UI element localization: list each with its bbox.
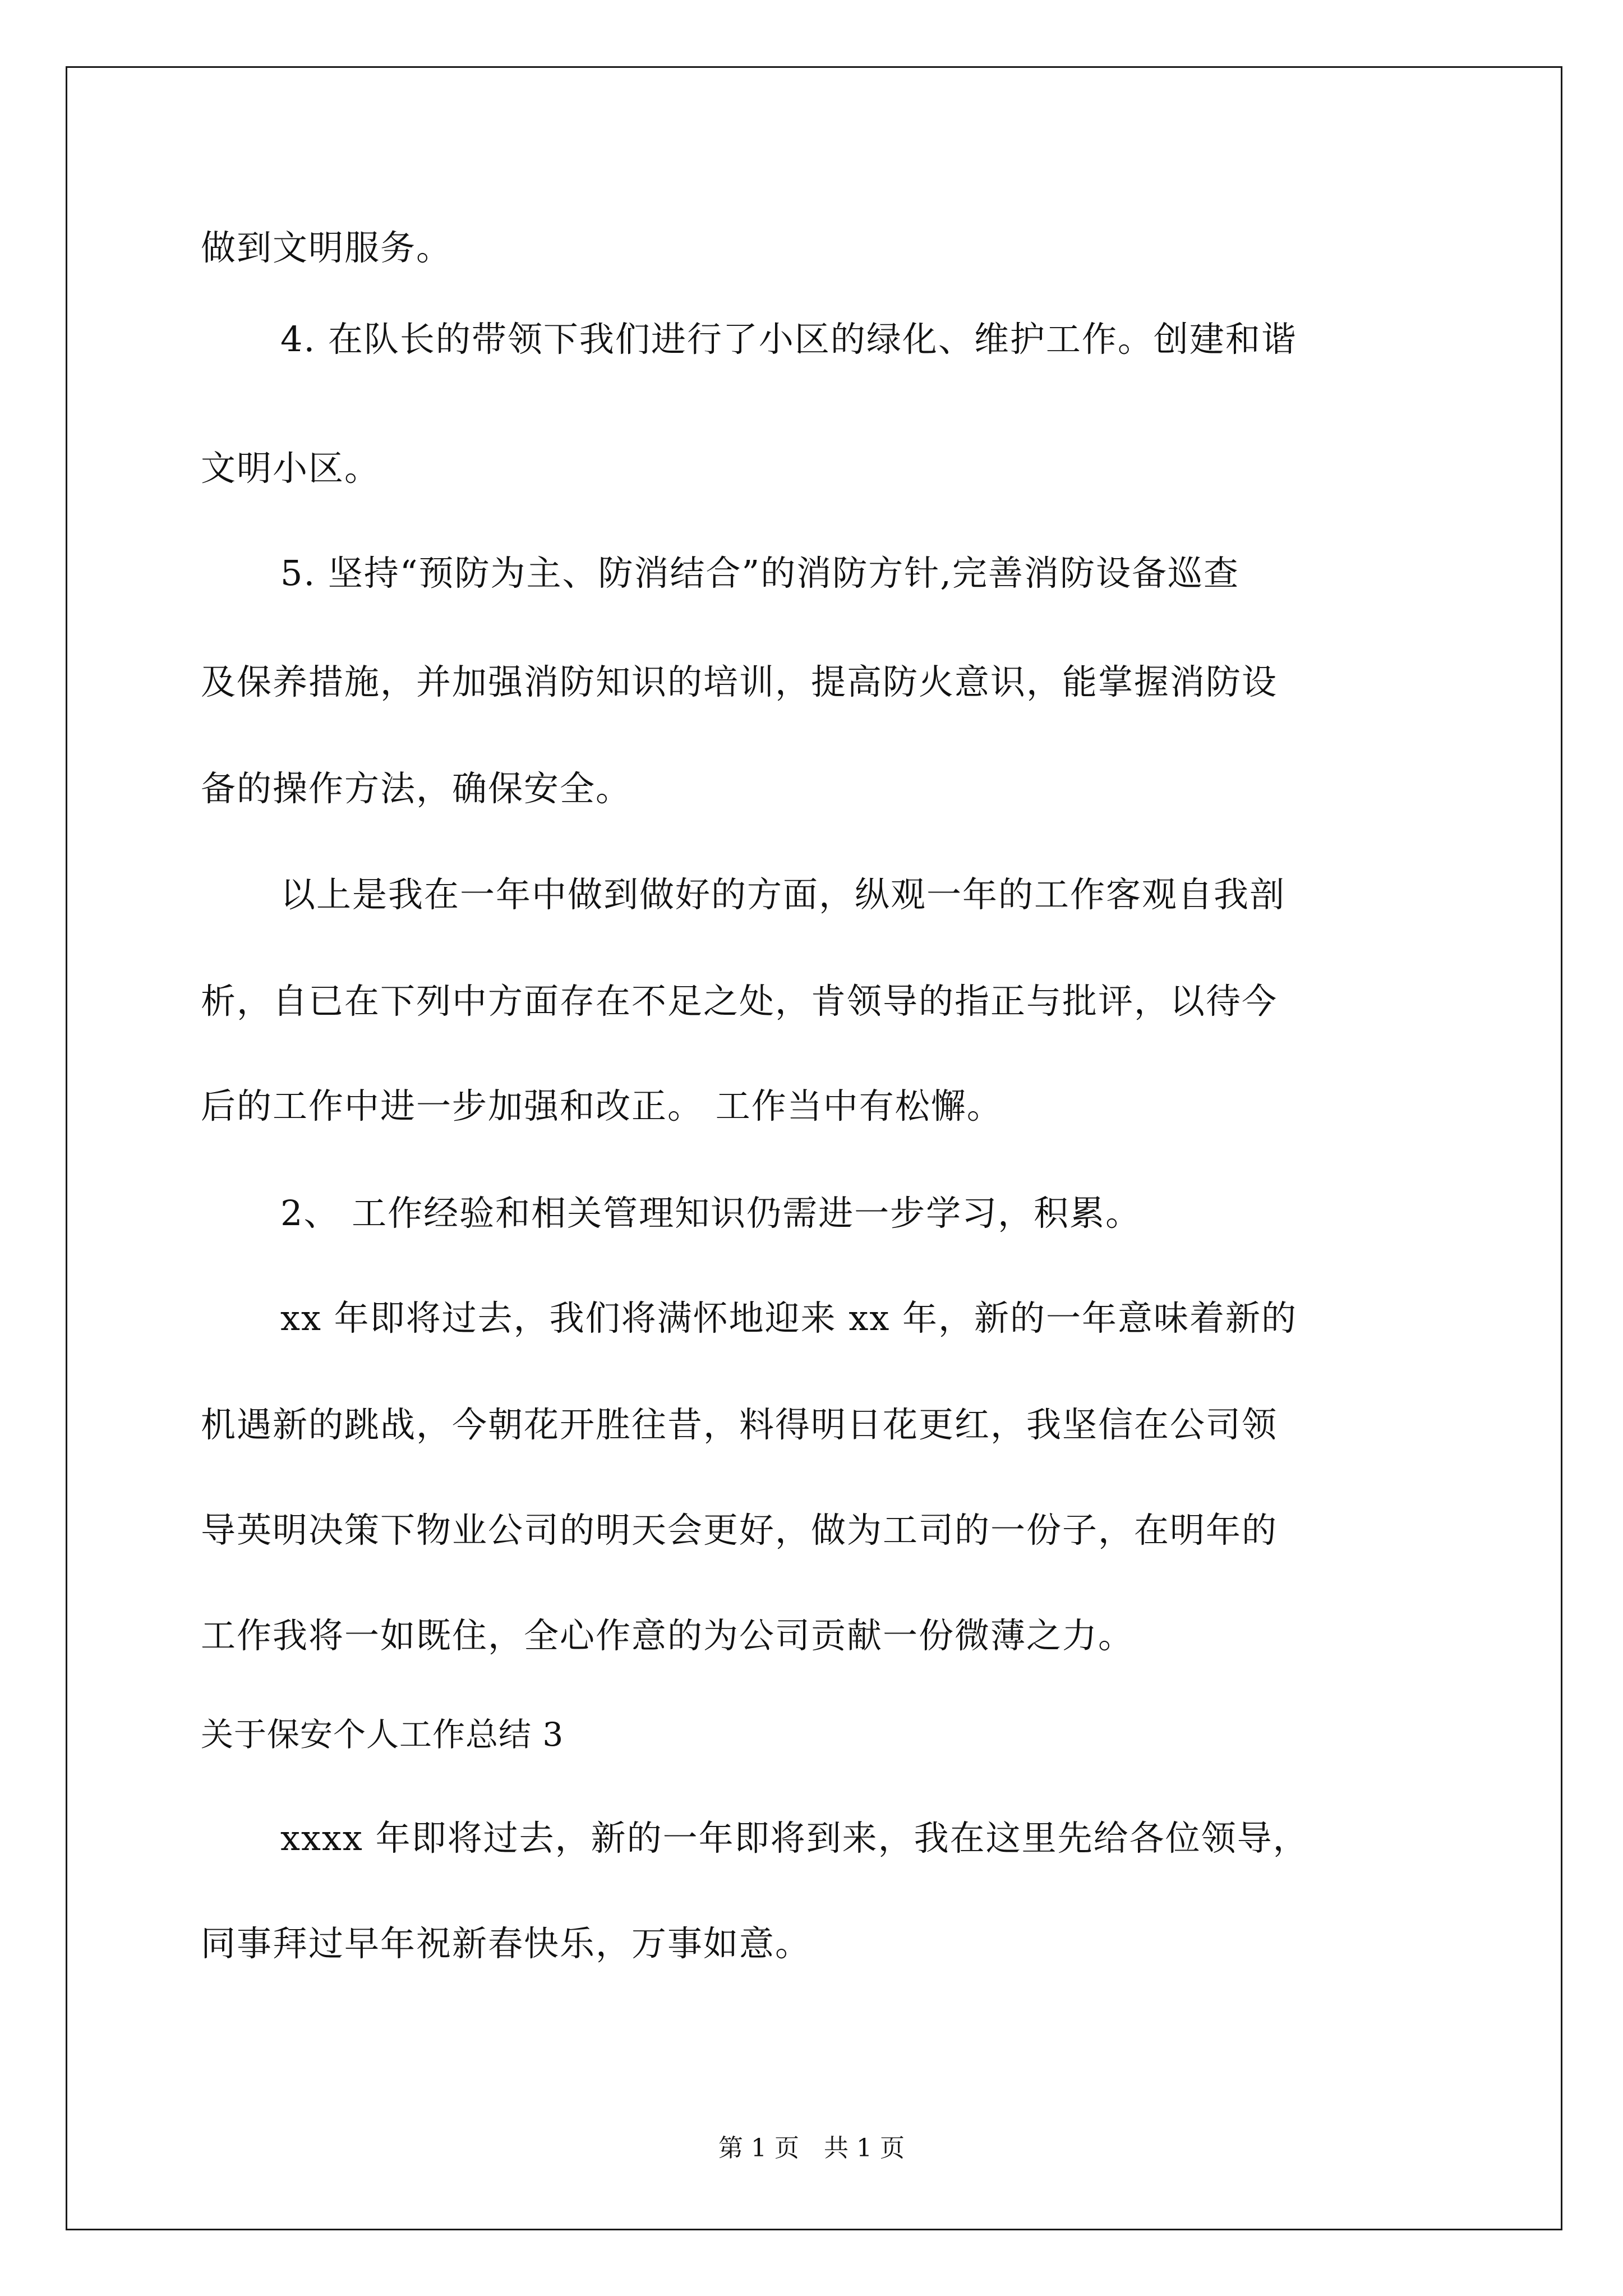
page-border [66, 66, 1562, 2230]
body-line: 析，自已在下列中方面存在不足之处，肯领导的指正与批评，以待今 [201, 981, 1278, 1022]
body-line: xx 年即将过去，我们将满怀地迎来 xx 年，新的一年意味着新的 [280, 1297, 1297, 1338]
body-line: 及保养措施，并加强消防知识的培训，提高防火意识，能掌握消防设 [201, 661, 1278, 702]
page-footer: 第 1 页 共 1 页 [718, 2134, 905, 2162]
body-line: xxxx 年即将过去，新的一年即将到来，我在这里先给各位领导， [280, 1818, 1309, 1858]
body-line: 机遇新的跳战，今朝花开胜往昔，料得明日花更红，我坚信在公司领 [201, 1404, 1278, 1445]
body-line: 2、 工作经验和相关管理知识仍需进一步学习，积累。 [280, 1193, 1142, 1234]
body-line: 文明小区。 [201, 448, 381, 489]
body-line: 4. 在队长的带领下我们进行了小区的绿化、维护工作。创建和谐 [280, 319, 1297, 360]
body-line: 以上是我在一年中做到做好的方面，纵观一年的工作客观自我剖 [280, 874, 1286, 915]
body-line: 工作我将一如既住，全心作意的为公司贡献一份微薄之力。 [201, 1615, 1135, 1656]
body-line: 后的工作中进一步加强和改正。 工作当中有松懈。 [201, 1085, 1003, 1126]
body-line: 做到文明服务。 [201, 227, 453, 268]
body-line: 5. 坚持“预防为主、防消结合”的消防方针,完善消防设备巡查 [280, 553, 1239, 593]
body-line: 导英明决策下物业公司的明天会更好，做为工司的一份子，在明年的 [201, 1510, 1278, 1550]
body-line: 备的操作方法，确保安全。 [201, 768, 632, 809]
body-line: 同事拜过早年祝新春快乐，万事如意。 [201, 1923, 811, 1964]
section-heading: 关于保安个人工作总结 3 [201, 1715, 564, 1754]
